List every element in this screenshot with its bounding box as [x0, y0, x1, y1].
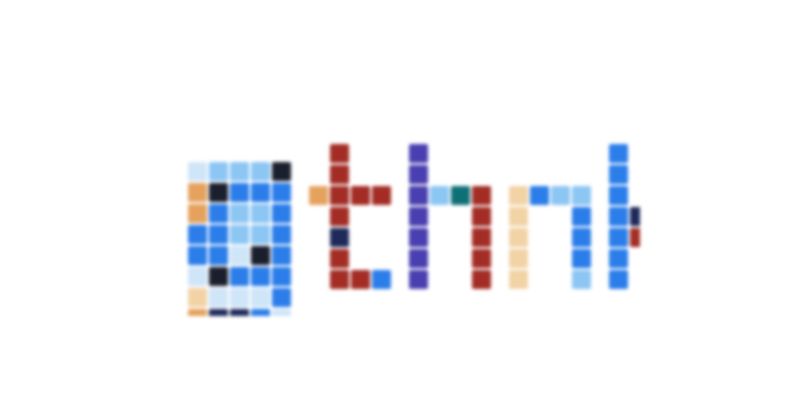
glyph-cell — [309, 186, 328, 205]
glyph-cell — [572, 207, 591, 226]
glyph-cell — [572, 228, 591, 247]
glyph-n — [509, 186, 591, 289]
glyph-cell — [251, 309, 270, 316]
glyph-cell — [451, 186, 470, 205]
glyph-cell — [230, 204, 249, 223]
glyph-cell — [272, 267, 291, 286]
glyph-cell — [230, 267, 249, 286]
glyph-cell — [609, 144, 628, 163]
glyph-cell — [409, 249, 428, 268]
glyph-cell — [330, 165, 349, 184]
glyph-cell — [509, 270, 528, 289]
glyph-cell — [630, 228, 640, 247]
glyph-cell — [472, 228, 491, 247]
glyph-cell — [372, 270, 391, 289]
glyph-cell — [472, 270, 491, 289]
glyph-cell — [209, 267, 228, 286]
glyph-cell — [372, 186, 391, 205]
word-text — [0, 0, 1, 1]
glyph-cell — [209, 288, 228, 307]
glyph-cell — [230, 225, 249, 244]
glyph-cell — [530, 186, 549, 205]
glyph-cell — [251, 162, 270, 181]
glyph-cell — [188, 204, 207, 223]
glyph-cell — [330, 186, 349, 205]
glyph-cell — [572, 249, 591, 268]
glyph-cell — [209, 225, 228, 244]
glyph-cell — [230, 162, 249, 181]
glyph-cell — [188, 225, 207, 244]
glyph-cell — [330, 249, 349, 268]
glyph-cell — [572, 186, 591, 205]
glyph-cell — [272, 288, 291, 307]
glyph-cell — [251, 204, 270, 223]
glyph-g — [188, 162, 291, 316]
glyph-cell — [551, 186, 570, 205]
glyph-cell — [272, 309, 291, 316]
glyph-cell — [609, 270, 628, 289]
glyph-cell — [472, 249, 491, 268]
glyph-cell — [609, 228, 628, 247]
glyph-cell — [251, 246, 270, 265]
glyph-cell — [609, 186, 628, 205]
glyph-k — [609, 144, 640, 289]
glyph-cell — [209, 162, 228, 181]
glyph-grid — [170, 126, 640, 316]
glyph-cell — [209, 246, 228, 265]
glyph-cell — [230, 246, 249, 265]
glyph-cell — [351, 186, 370, 205]
glyph-cell — [251, 288, 270, 307]
glyph-cell — [188, 288, 207, 307]
glyph-cell — [409, 270, 428, 289]
glyph-h — [409, 144, 491, 289]
glyph-cell — [272, 225, 291, 244]
glyph-cell — [351, 270, 370, 289]
glyph-cell — [251, 225, 270, 244]
glyph-cell — [251, 267, 270, 286]
glyph-cell — [409, 186, 428, 205]
glyph-cell — [209, 309, 228, 316]
glyph-cell — [509, 249, 528, 268]
glyph-cell — [609, 165, 628, 184]
glyph-cell — [230, 288, 249, 307]
glyph-t — [309, 144, 391, 289]
glyph-cell — [188, 183, 207, 202]
glyph-cell — [188, 267, 207, 286]
glyph-cell — [188, 162, 207, 181]
glyph-cell — [272, 246, 291, 265]
glyph-cell — [330, 207, 349, 226]
glyph-cell — [409, 228, 428, 247]
glyph-cell — [609, 207, 628, 226]
glyph-cell — [230, 183, 249, 202]
glyph-cell — [472, 186, 491, 205]
glyph-cell — [509, 186, 528, 205]
glyph-cell — [409, 207, 428, 226]
glyph-cell — [330, 270, 349, 289]
glyph-cell — [609, 249, 628, 268]
glyph-cell — [188, 309, 207, 316]
glyph-cell — [209, 183, 228, 202]
glyph-cell — [509, 228, 528, 247]
glyph-cell — [251, 183, 270, 202]
word-image — [170, 126, 640, 316]
glyph-cell — [330, 228, 349, 247]
glyph-cell — [409, 144, 428, 163]
glyph-cell — [409, 165, 428, 184]
glyph-cell — [188, 246, 207, 265]
glyph-cell — [330, 144, 349, 163]
glyph-cell — [630, 207, 640, 226]
glyph-cell — [272, 162, 291, 181]
glyph-cell — [272, 183, 291, 202]
glyph-cell — [572, 270, 591, 289]
glyph-cell — [272, 204, 291, 223]
glyph-cell — [209, 204, 228, 223]
glyph-cell — [472, 207, 491, 226]
glyph-cell — [430, 186, 449, 205]
glyph-cell — [230, 309, 249, 316]
glyph-cell — [509, 207, 528, 226]
